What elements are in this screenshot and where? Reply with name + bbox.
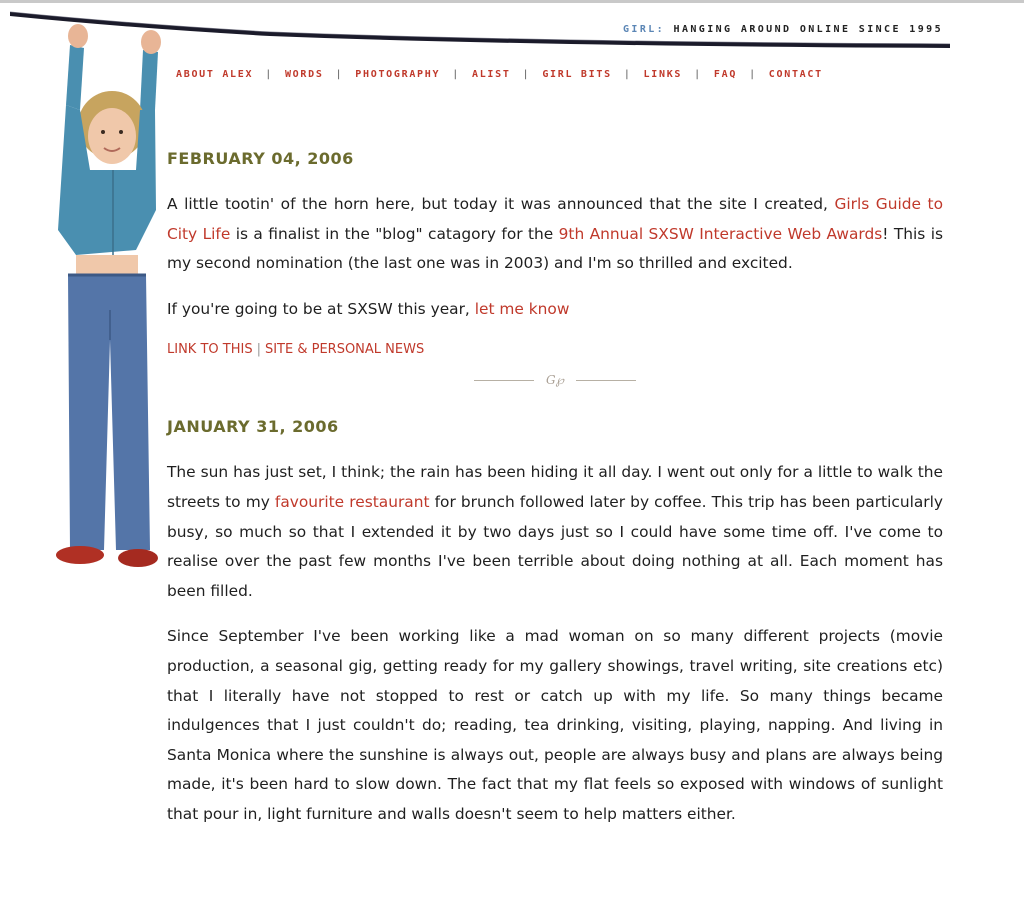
hanging-child-image bbox=[18, 10, 168, 570]
meta-separator: | bbox=[256, 342, 261, 358]
nav-contact[interactable]: CONTACT bbox=[768, 69, 823, 80]
divider-line bbox=[474, 380, 534, 381]
nav-words[interactable]: WORDS bbox=[284, 69, 324, 80]
tagline-girl: GIRL: bbox=[623, 24, 666, 35]
text-run: Since September I've been working like a mad woman on so many different projects (movie production, a seasonal gig, getting ready for my gallery showings, travel writing, site creations etc) that I literally have not stopped to rest or catch up with my life. So many things became indulgences that I just couldn't do; reading, tea drinking, visiting, playing, napping. And living in Santa Monica where the sunshine is always out, people are always busy and plans are always being made, it's been hard to slow down. The fact that my flat feels so exposed with windows of sunlight that pour in, light furniture and walls doesn't seem to help matters either. bbox=[167, 627, 943, 823]
nav-separator: | bbox=[623, 69, 632, 80]
text-run: is a finalist in the "blog" catagory for the bbox=[230, 224, 559, 243]
divider-line bbox=[576, 380, 636, 381]
nav-links[interactable]: LINKS bbox=[643, 69, 683, 80]
category-link[interactable]: SITE & PERSONAL NEWS bbox=[264, 342, 425, 358]
girls-guide-link[interactable]: Girls Guide to City Life bbox=[167, 195, 943, 243]
post-date: FEBRUARY 04, 2006 bbox=[167, 149, 354, 168]
nav-girl-bits[interactable]: GIRL BITS bbox=[542, 69, 612, 80]
blog-post bbox=[167, 414, 943, 829]
nav-separator: | bbox=[265, 69, 273, 80]
tagline-text: HANGING AROUND ONLINE SINCE 1995 bbox=[673, 24, 943, 35]
let-me-know-link[interactable]: let me know bbox=[474, 299, 570, 318]
post-date: JANUARY 31, 2006 bbox=[167, 417, 339, 437]
nav-alist[interactable]: ALIST bbox=[471, 69, 511, 80]
post-meta bbox=[167, 340, 943, 360]
blog-content bbox=[167, 146, 943, 846]
ornament-icon: G℘ bbox=[546, 373, 564, 388]
post-paragraph bbox=[167, 458, 943, 606]
nav-separator: | bbox=[335, 69, 344, 80]
text-run: for brunch followed later by coffee. This trip has been particularly busy, so much so that I extended it by two days just so I could have some time off. I've come to realise over the past few months I've been terrible about doing nothing at all. Each moment has been filled. bbox=[167, 492, 944, 600]
favourite-restaurant-link[interactable]: favourite restaurant bbox=[274, 492, 430, 511]
nav-faq[interactable]: FAQ bbox=[713, 69, 738, 80]
post-paragraph bbox=[167, 190, 943, 279]
nav-photography[interactable]: PHOTOGRAPHY bbox=[355, 69, 441, 80]
text-run: A little tootin' of the horn here, but today it was announced that the site I created, bbox=[167, 195, 835, 213]
nav-separator: | bbox=[452, 69, 460, 80]
sxsw-awards-link[interactable]: 9th Annual SXSW Interactive Web Awards bbox=[558, 224, 883, 243]
text-run: If you're going to be at SXSW this year, bbox=[167, 299, 475, 318]
text-run: ! This is my second nomination (the last one was in 2003) and I'm so thrilled and excited. bbox=[167, 224, 943, 273]
post-paragraph bbox=[167, 622, 943, 829]
text-run: The sun has just set, I think; the rain has been hiding it all day. I went out only for a little to walk the streets to my bbox=[167, 463, 943, 511]
site-tagline bbox=[623, 24, 943, 35]
link-to-this[interactable]: LINK TO THIS bbox=[167, 342, 253, 358]
blog-post bbox=[167, 146, 943, 360]
nav-separator: | bbox=[522, 69, 531, 80]
main-nav bbox=[176, 69, 944, 80]
post-divider bbox=[167, 360, 943, 400]
nav-about-alex[interactable]: ABOUT ALEX bbox=[176, 69, 254, 80]
nav-separator: | bbox=[694, 69, 702, 80]
nav-separator: | bbox=[749, 69, 757, 80]
post-paragraph bbox=[167, 295, 943, 325]
